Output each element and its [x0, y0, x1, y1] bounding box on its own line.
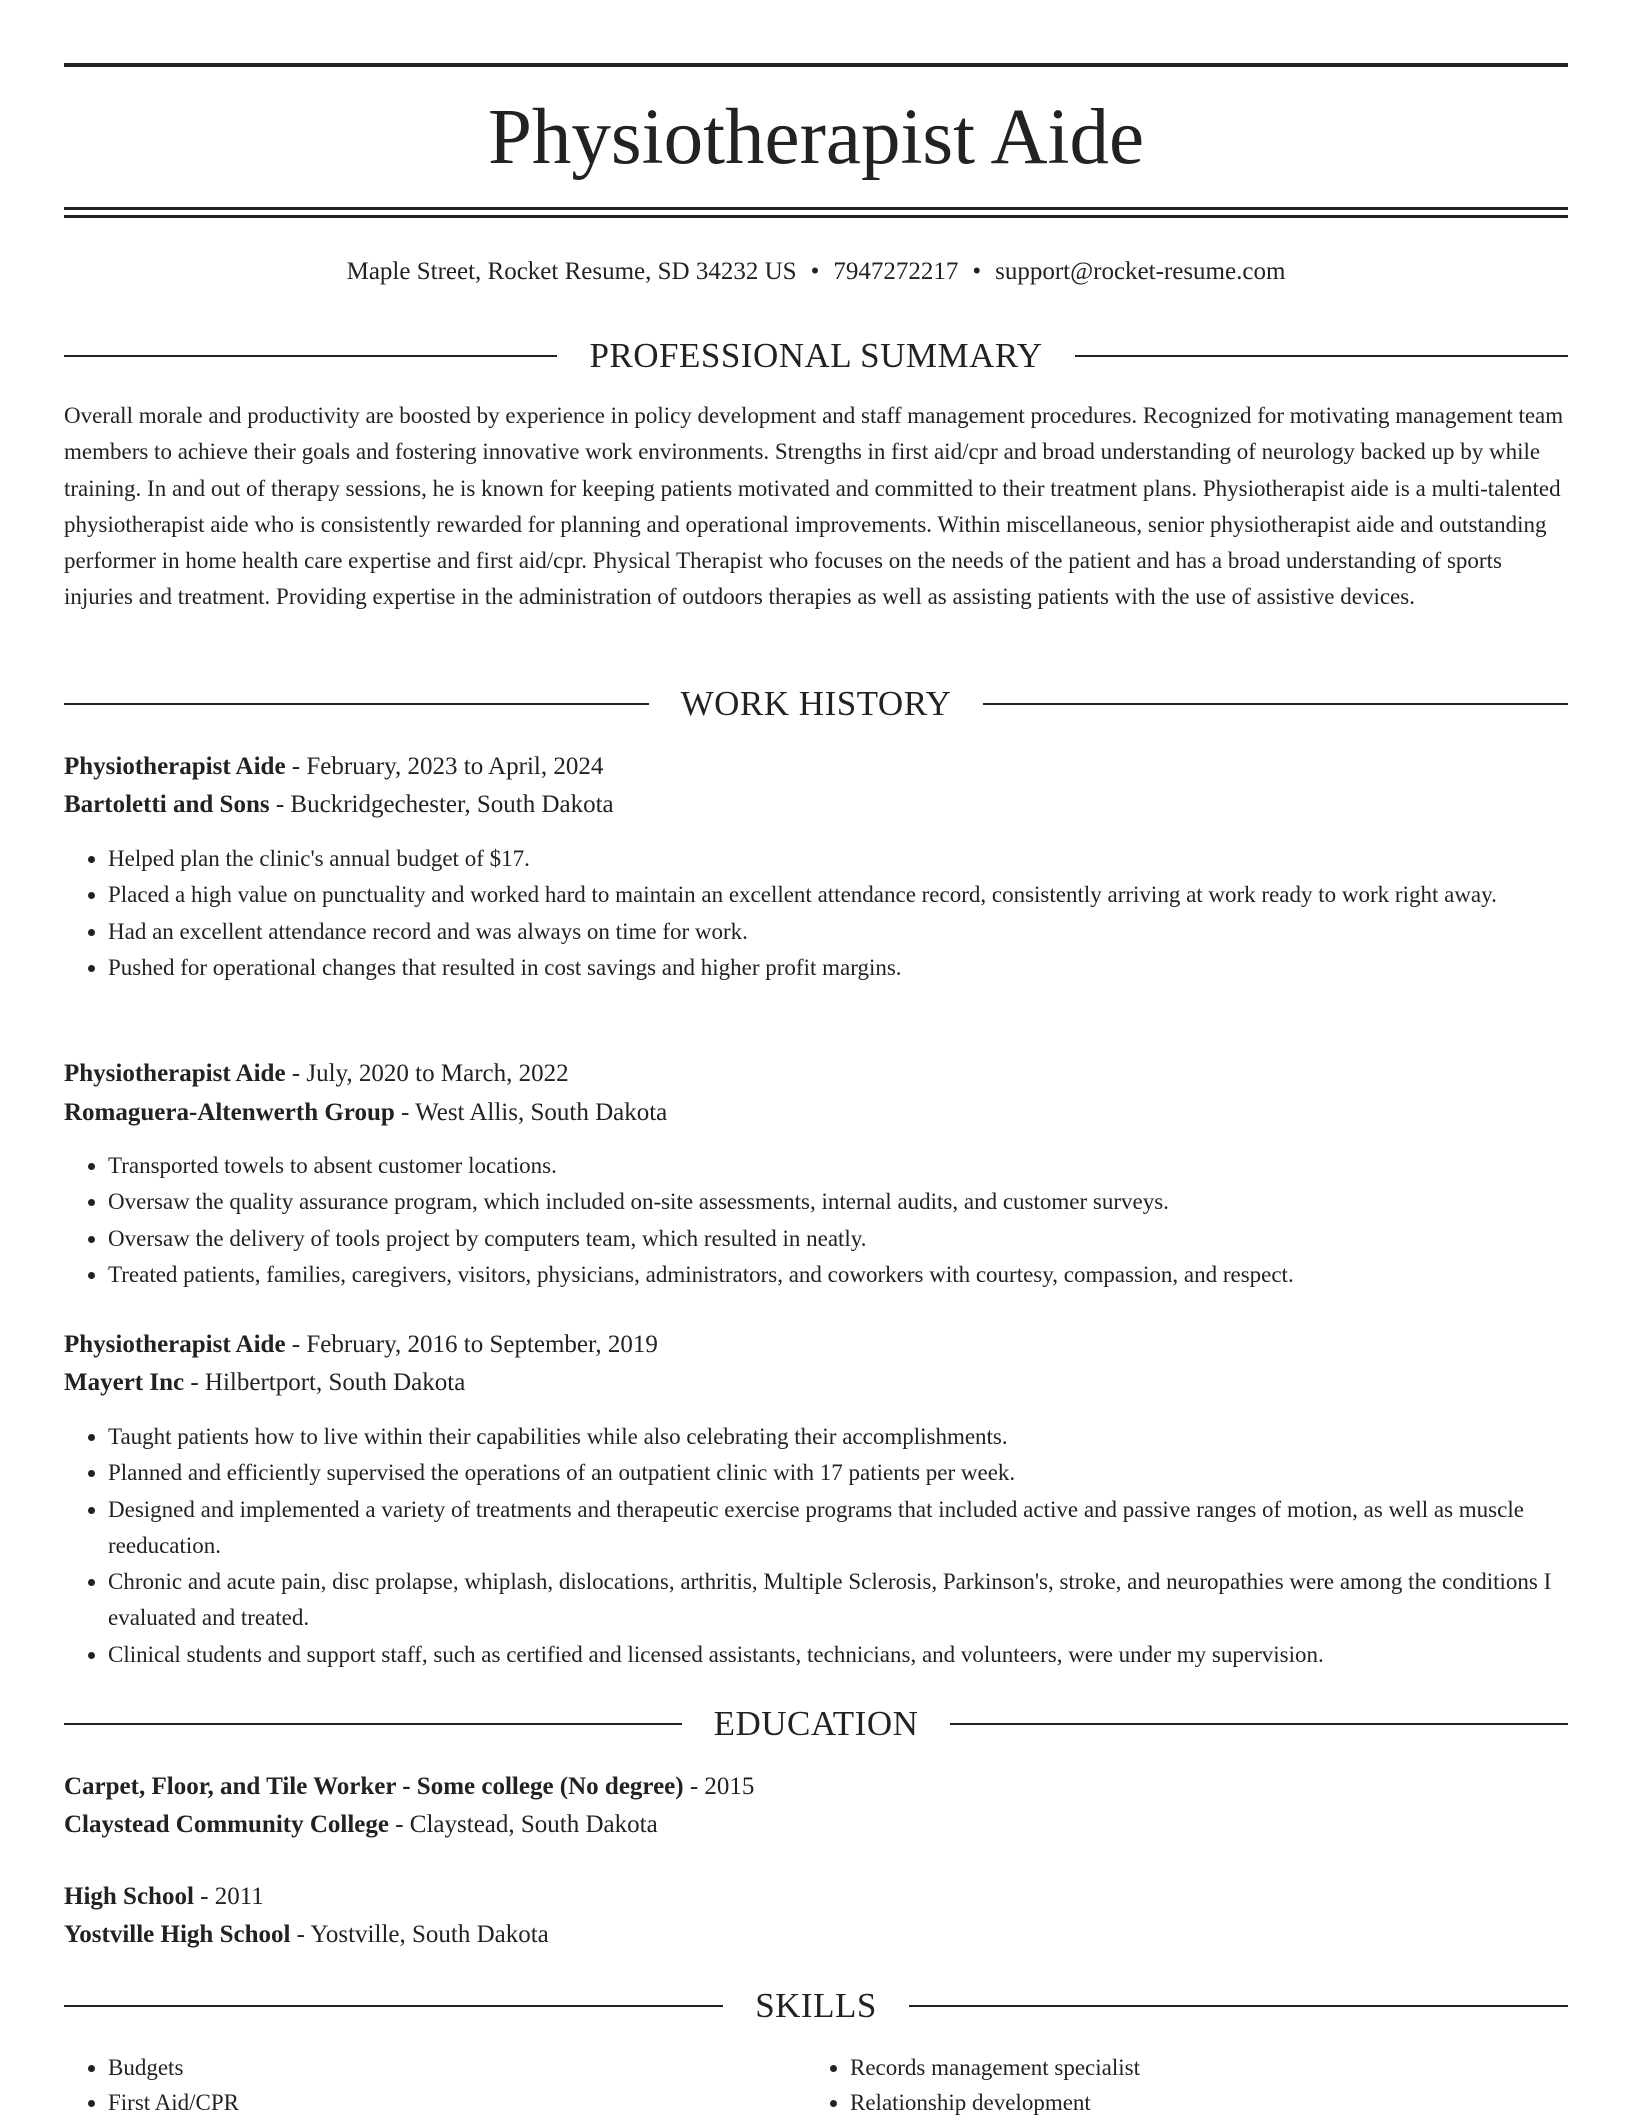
education-degree-line — [64, 1768, 1568, 1806]
list-item: • Transported towels to absent customer locations. — [108, 1148, 1568, 1184]
education-heading — [64, 1702, 1568, 1746]
contact-phone: 7947272217 — [833, 258, 959, 285]
contact-address: Maple Street, Rocket Resume, SD 34232 US — [346, 258, 797, 285]
work-history-heading-text: WORK HISTORY — [680, 684, 952, 723]
heading-rule-left — [64, 2005, 723, 2007]
job-dates: - February, 2016 to September, 2019 — [285, 1331, 658, 1358]
job-title-line — [64, 1326, 1568, 1364]
job-location: - Hilbertport, South Dakota — [184, 1369, 466, 1396]
heading-rule-left — [64, 355, 557, 357]
education-degree: High School — [64, 1883, 194, 1910]
education-school: Claystead Community College — [64, 1811, 389, 1838]
education-location: - Claystead, South Dakota — [388, 1811, 658, 1838]
header-bottom-rule-2 — [64, 215, 1568, 218]
job-title-line — [64, 748, 1568, 786]
skills-heading — [64, 1984, 1568, 2028]
skill-item: • Budgets — [108, 2050, 804, 2085]
heading-rule-right — [950, 1723, 1568, 1725]
job-title: Physiotherapist Aide — [64, 753, 286, 780]
skills-heading-text: SKILLS — [755, 1986, 877, 2025]
heading-rule-left — [64, 1723, 682, 1725]
education-heading-text: EDUCATION — [713, 1704, 919, 1743]
header-top-rule — [64, 63, 1568, 67]
job-company-line — [64, 786, 1568, 824]
job-title-line — [64, 1055, 1568, 1093]
contact-email: support@rocket-resume.com — [995, 258, 1286, 285]
list-item: • Clinical students and support staff, such as certified and licensed assistants, technicians, and volunteers, were under my supervision. — [108, 1637, 1568, 1673]
education-year: - 2015 — [683, 1773, 755, 1800]
list-item: • Designed and implemented a variety of treatments and therapeutic exercise programs that included active and passive ranges of motion, as well as muscle reeducation. — [108, 1492, 1568, 1565]
heading-rule-right — [1075, 355, 1568, 357]
list-item: • Taught patients how to live within their capabilities while also celebrating their accomplishments. — [108, 1419, 1568, 1455]
contact-separator: • — [972, 258, 982, 285]
education-year: - 2011 — [193, 1883, 264, 1910]
job-title: Physiotherapist Aide — [64, 1331, 286, 1358]
list-item: • Oversaw the delivery of tools project by computers team, which resulted in neatly. — [108, 1221, 1568, 1257]
job-company-line — [64, 1364, 1568, 1402]
skill-item: • Records management specialist — [850, 2050, 1546, 2085]
list-item: • Treated patients, families, caregivers, visitors, physicians, administrators, and coworkers with courtesy, compassion, and respect. — [108, 1257, 1568, 1293]
job-dates: - February, 2023 to April, 2024 — [285, 753, 604, 780]
job-title: Physiotherapist Aide — [64, 1060, 286, 1087]
work-history-heading — [64, 682, 1568, 726]
skill-item: • First Aid/CPR — [108, 2085, 804, 2120]
contact-separator: • — [810, 258, 820, 285]
education-school: Yostville High School — [64, 1921, 291, 1948]
job-location: - West Allis, South Dakota — [394, 1099, 668, 1126]
job-company: Mayert Inc — [64, 1369, 185, 1396]
summary-text: Overall morale and productivity are boosted by experience in policy development and staff management procedures. Recognized for motivating management team members to achieve their goals and fostering innovative work environments. Strengths in first aid/cpr and broad understanding of neurology backed up by while training. In and out of therapy sessions, he is known for keeping patients motivated and committed to their treatment plans. Physiotherapist aide is a multi-talented physiotherapist aide who is consistently rewarded for planning and operational improvements. Within miscellaneous, senior physiotherapist aide and outstanding performer in home health care expertise and first aid/cpr. Physical Therapist who focuses on the needs of the patient and has a broad understanding of sports injuries and treatment. Providing expertise in the administration of outdoors therapies as well as assisting patients with the use of assistive devices. — [64, 403, 1564, 610]
education-school-line — [64, 1916, 1568, 1954]
education-degree: Carpet, Floor, and Tile Worker - Some college (No degree) — [64, 1773, 684, 1800]
education-school-line — [64, 1806, 1568, 1844]
job-location: - Buckridgechester, South Dakota — [269, 791, 614, 818]
job-bullets — [64, 841, 1568, 986]
education-location: - Yostville, South Dakota — [290, 1921, 549, 1948]
list-item: • Pushed for operational changes that resulted in cost savings and higher profit margins. — [108, 950, 1568, 986]
list-item: • Had an excellent attendance record and was always on time for work. — [108, 914, 1568, 950]
job-company: Romaguera-Altenwerth Group — [64, 1099, 395, 1126]
job-company-line — [64, 1094, 1568, 1132]
heading-rule-left — [64, 703, 649, 705]
summary-heading — [64, 334, 1568, 378]
list-item: • Helped plan the clinic's annual budget of $17. — [108, 841, 1568, 877]
job-bullets — [64, 1419, 1568, 1673]
skills-list-left — [64, 2050, 804, 2120]
heading-rule-right — [909, 2005, 1568, 2007]
header-bottom-rule-1 — [64, 207, 1568, 210]
skills-list-right — [806, 2050, 1546, 2120]
list-item: • Placed a high value on punctuality and worked hard to maintain an excellent attendance record, consistently arriving at work ready to work right away. — [108, 877, 1568, 913]
education-degree-line — [64, 1878, 1568, 1916]
list-item: • Chronic and acute pain, disc prolapse, whiplash, dislocations, arthritis, Multiple Sclerosis, Parkinson's, stroke, and neuropathies were among the conditions I evaluated and treated. — [108, 1564, 1568, 1637]
heading-rule-right — [983, 703, 1568, 705]
job-bullets — [64, 1148, 1568, 1293]
list-item: • Planned and efficiently supervised the operations of an outpatient clinic with 17 patients per week. — [108, 1455, 1568, 1491]
skill-item: • Relationship development — [850, 2085, 1546, 2120]
list-item: • Oversaw the quality assurance program, which included on-site assessments, internal audits, and customer surveys. — [108, 1184, 1568, 1220]
summary-heading-text: PROFESSIONAL SUMMARY — [589, 336, 1043, 375]
resume-title: Physiotherapist Aide — [487, 94, 1145, 181]
job-dates: - July, 2020 to March, 2022 — [285, 1060, 569, 1087]
job-company: Bartoletti and Sons — [64, 791, 270, 818]
contact-line — [64, 254, 1568, 290]
